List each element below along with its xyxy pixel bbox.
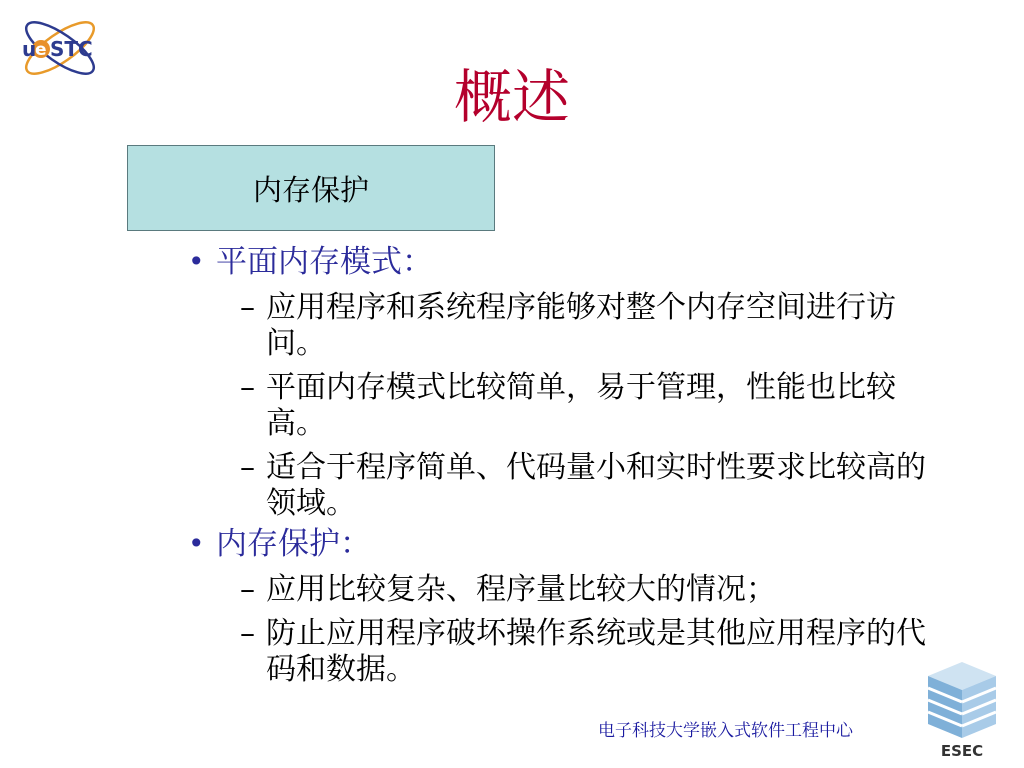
bullet-level1: • 内存保护：: [188, 526, 371, 562]
svg-text:u: u: [22, 37, 37, 61]
bullet-level1: • 平面内存模式：: [188, 244, 433, 280]
bullet-level2: – 适合于程序简单、代码量小和实时性要求比较高的领域。: [240, 450, 926, 521]
svg-text:e: e: [35, 40, 47, 60]
bullet-level2: – 防止应用程序破坏操作系统或是其他应用程序的代码和数据。: [240, 616, 926, 687]
svg-text:STC: STC: [50, 37, 93, 61]
slide-title: 概述: [453, 63, 570, 131]
bullet-level2: – 应用程序和系统程序能够对整个内存空间进行访问。: [240, 290, 896, 361]
svg-text:ESEC: ESEC: [940, 742, 984, 760]
footer-org: 电子科技大学嵌入式软件工程中心: [598, 721, 853, 741]
topic-box: 内存保护: [127, 145, 495, 231]
bullet-level2: – 应用比较复杂、程序量比较大的情况；: [240, 572, 776, 607]
bullet-level2: – 平面内存模式比较简单，易于管理，性能也比较高。: [240, 370, 896, 441]
bullet-list: [188, 240, 948, 688]
esec-logo: [922, 658, 1002, 762]
